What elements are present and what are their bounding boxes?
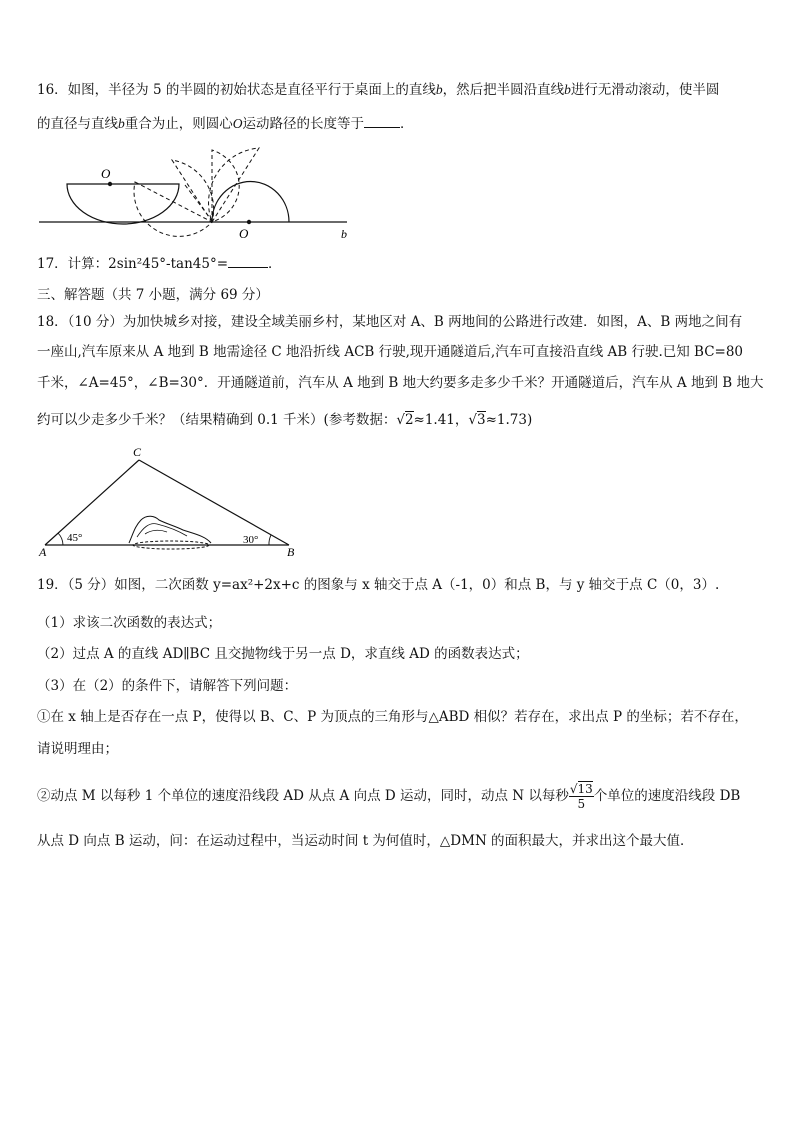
segment-ac [45, 460, 139, 545]
q16-text: 运动路径的长度等于 [242, 116, 364, 132]
angle-b-arc [269, 535, 271, 545]
sqrt-3: √3 [468, 412, 486, 428]
q17-line [37, 254, 282, 274]
center-dot-final [247, 220, 251, 224]
radicand: 2 [404, 412, 414, 428]
q16-text: 16．如图，半径为 5 的半圆的初始状态是直径平行于桌面上的直线 [37, 82, 436, 98]
q18-line3: 千米，∠A=45°，∠B=30°．开通隧道前，汽车从 A 地到 B 地大约要多走多少千米？开通隧道后，汽车从 A 地到 B 地大 [37, 375, 764, 391]
label-b: b [341, 227, 347, 240]
q19-p1: （1）求该二次函数的表达式； [37, 615, 222, 631]
q16-text: ． [400, 116, 414, 132]
frac-numerator: √13 [569, 782, 593, 796]
answer-blank [228, 267, 268, 268]
q19-line1: 19．（5 分）如图，二次函数 y=ax²+2x+c 的图象与 x 轴交于点 A（-1，0）和点 B，与 y 轴交于点 C（0，3）. [37, 577, 720, 593]
label-o1: O [101, 166, 111, 181]
segment-cb [139, 460, 289, 545]
q17-text: ． [268, 256, 282, 272]
q16-text: ，然后把半圆沿直线 [442, 82, 565, 98]
sqrt-2: √2 [396, 412, 414, 428]
q19-p6 [37, 782, 740, 811]
q19-p2: （2）过点 A 的直线 AD∥BC 且交抛物线于另一点 D，求直线 AD 的函数表达式； [37, 646, 529, 662]
var-b: b [435, 82, 443, 97]
mountain-ridge-2 [145, 530, 167, 534]
label-o2: O [239, 226, 249, 240]
frac-denominator: 5 [577, 797, 586, 811]
q16-text: 的直径与直线 [37, 116, 118, 132]
q19-p3: （3）在（2）的条件下，请解答下列问题： [37, 678, 298, 694]
q16-line1 [37, 80, 719, 100]
q19-p5: 请说明理由； [37, 741, 118, 757]
label-b: B [287, 545, 295, 559]
q18-text: 约可以少走多少千米？（结果精确到 0.1 千米）(参考数据： [37, 412, 397, 428]
q18-figure [37, 444, 307, 559]
q16-line2 [37, 114, 414, 134]
semicircle-dashed-1 [134, 182, 212, 236]
q19-text: ②动点 M 以每秒 1 个单位的速度沿线段 AD 从点 A 向点 D 运动，同时，动点 N 以每秒 [37, 788, 569, 804]
q18-line4 [37, 410, 532, 430]
q18-line2: 一座山,汽车原来从 A 地到 B 地需途径 C 地沿折线 ACB 行驶,现开通隧道后,汽车可直接沿直线 AB 行驶.已知 BC=80 [37, 344, 744, 360]
q16-text: 重合为止，则圆心 [124, 116, 233, 132]
var-o: O [232, 116, 243, 131]
label-c: C [133, 445, 142, 459]
q17-text: 17．计算：2sin²45°-tan45°= [37, 256, 229, 272]
answer-blank [364, 127, 400, 128]
angle-a-arc [58, 533, 63, 545]
label-a: A [39, 545, 47, 559]
mountain [129, 516, 211, 543]
section-header: 三、解答题（共 7 小题，满分 69 分） [37, 287, 269, 303]
var-b: b [118, 116, 125, 131]
fraction-sqrt13-over-5 [569, 782, 594, 811]
var-b: b [564, 82, 571, 97]
center-dot [108, 182, 112, 186]
q18-text: ≈1.73) [485, 412, 533, 428]
q16-figure [37, 140, 357, 240]
angle-a-label: 45° [67, 532, 83, 544]
q18-line1: 18．（10 分）为加快城乡对接，建设全域美丽乡村，某地区对 A、B 两地间的公路进行改建．如图，A、B 两地之间有 [37, 314, 743, 330]
q19-text: 个单位的速度沿线段 DB [593, 788, 741, 804]
q19-p4: ①在 x 轴上是否存在一点 P，使得以 B、C、P 为顶点的三角形与△ABD 相似？若存在，求出点 P 的坐标；若不存在， [37, 709, 748, 725]
radicand: 13 [577, 782, 593, 796]
angle-b-label: 30° [243, 534, 259, 546]
semicircle-initial [67, 184, 179, 224]
q16-text: 进行无滑动滚动，使半圆 [570, 82, 720, 98]
radicand: 3 [477, 412, 486, 428]
q18-text: ≈1.41， [413, 412, 469, 428]
q19-p7: 从点 D 向点 B 运动，问：在运动过程中，当运动时间 t 为何值时，△DMN 的面积最大，并求出这个最大值． [37, 833, 694, 849]
